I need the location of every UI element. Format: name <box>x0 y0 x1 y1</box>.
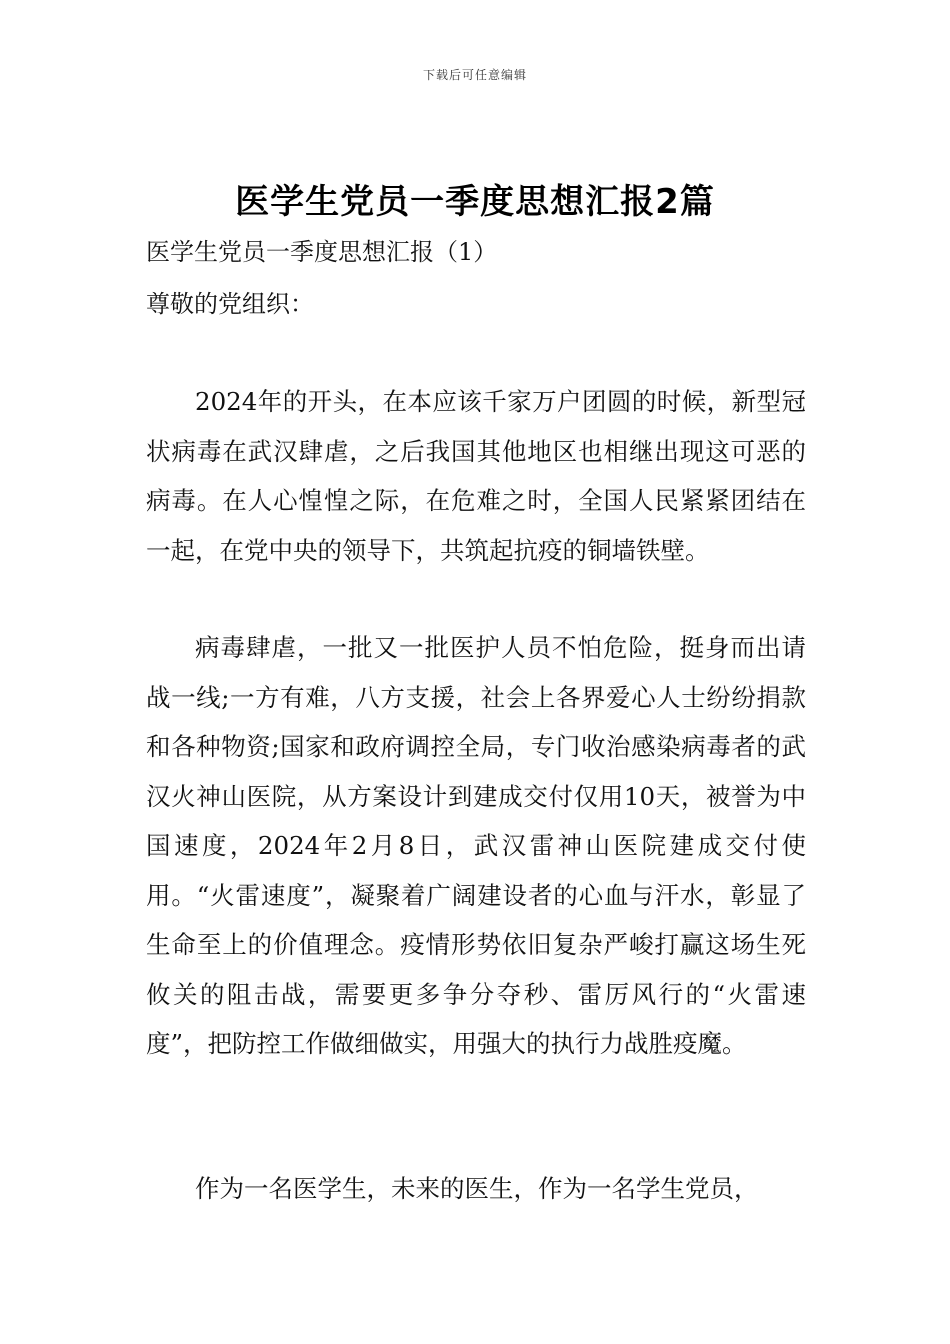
document-subtitle: 医学生党员一季度思想汇报（1） <box>146 238 498 266</box>
header-note: 下载后可任意编辑 <box>422 68 527 82</box>
body-paragraph-3: 作为一名医学生，未来的医生，作为一名学生党员， <box>195 1174 759 1203</box>
salutation: 尊敬的党组织： <box>146 290 314 318</box>
document-title: 医学生党员一季度思想汇报2篇 <box>235 182 715 222</box>
body-paragraph-1: 2024年的开头，在本应该千家万户团圆的时候，新型冠状病毒在武汉肆虐，之后我国其他地区也相继出现这可恶的病毒。在人心惶惶之际，在危难之时，全国人民紧紧团结在一起，在党中央的领导下，共筑起抗疫的铜墙铁壁。 <box>146 387 806 565</box>
body-paragraph-2: 病毒肆虐，一批又一批医护人员不怕危险，挺身而出请战一线;一方有难，八方支援，社会上各界爱心人士纷纷捐款和各种物资;国家和政府调控全局，专门收治感染病毒者的武汉火神山医院，从方案设计到建成交付仅用10天，被誉为中国速度，2024年2月8日，武汉雷神山医院建成交付使用。“火雷速度”，凝聚着广阔建设者的心血与汗水，彰显了生命至上的价值理念。疫情形势依旧复杂严峻打赢这场生死攸关的阻击战，需要更多争分夺秒、雷厉风行的“火雷速度”，把防控工作做细做实，用强大的执行力战胜疫魔。 <box>146 633 806 1058</box>
